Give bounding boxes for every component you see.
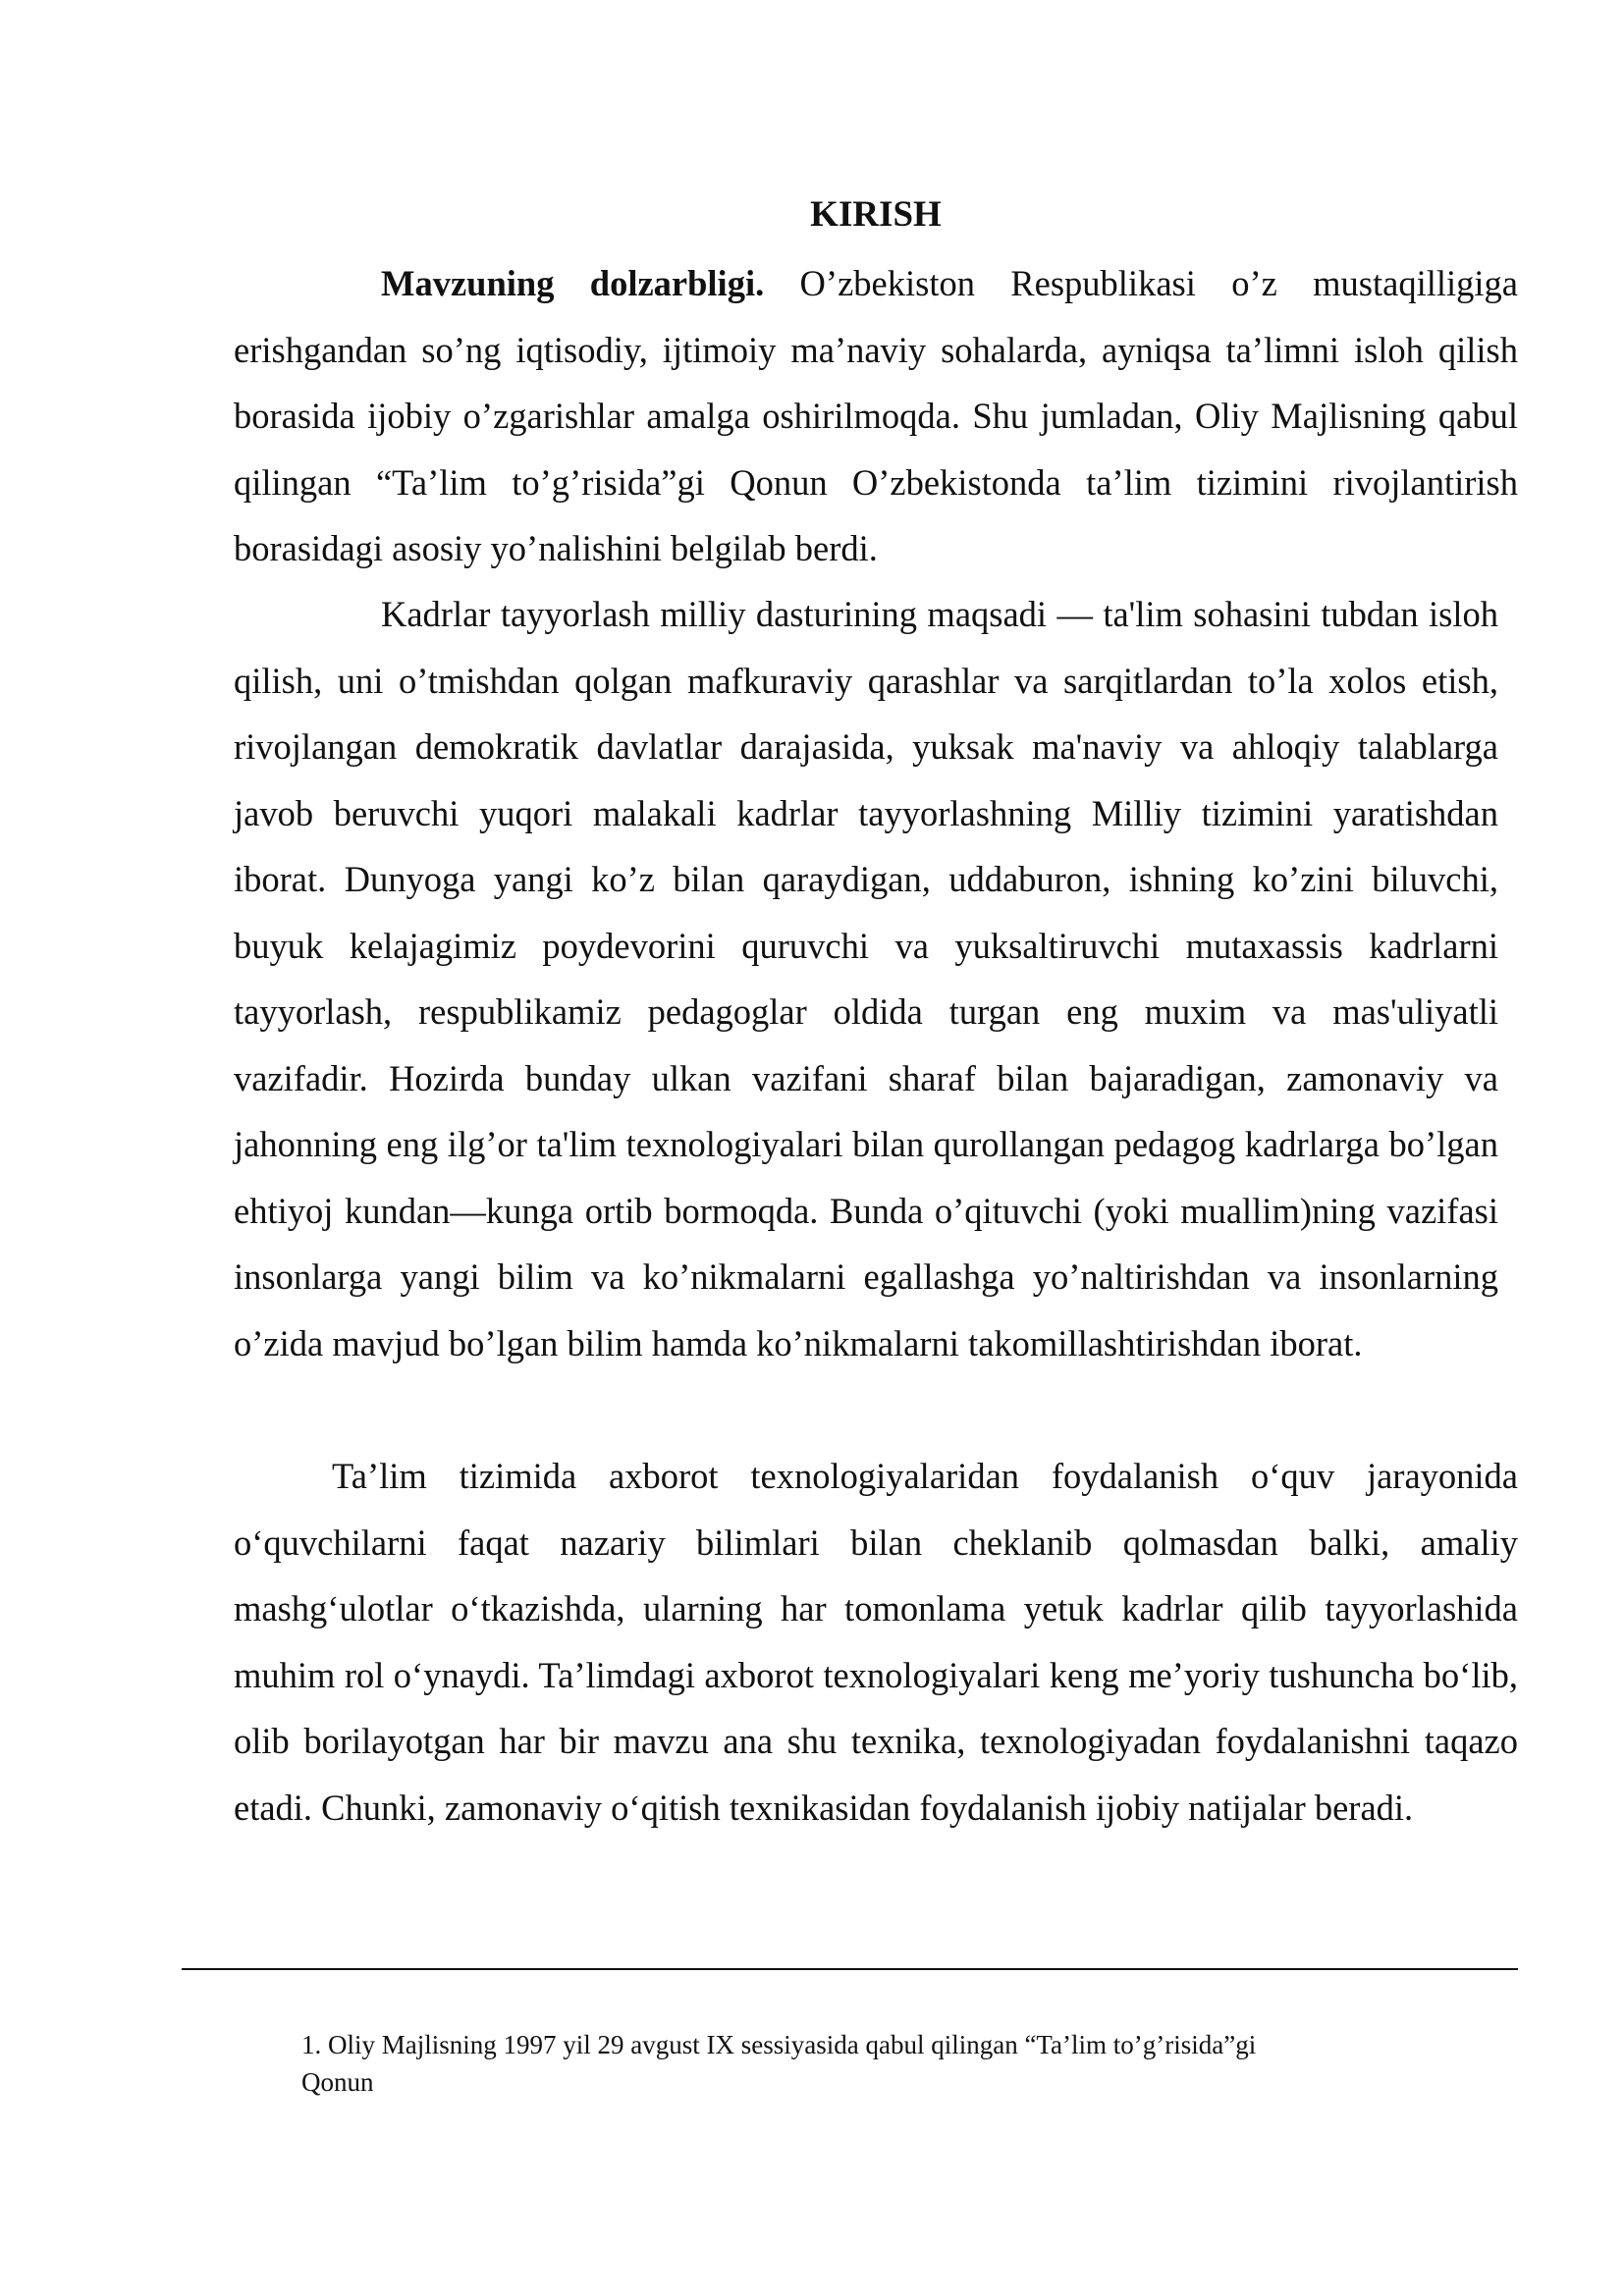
paragraph-relevance bbox=[234, 250, 1518, 582]
paragraph-lead-heading: Mavzuning dolzarbligi. bbox=[381, 263, 765, 303]
footnote-divider bbox=[182, 1968, 1518, 1970]
paragraph-information-technology: Ta’lim tizimida axborot texnologiyalaridan foydalanish o‘quv jarayonida o‘quvchilarni faqat nazariy bilimlari bilan cheklanib qolmasdan balki, amaliy mashg‘ulotlar o‘tkazishda, ularning har tomonlama yetuk kadrlar qilib tayyorlashida muhim rol o‘ynaydi. Ta’limdagi axborot texnologiyalari keng me’yoriy tushuncha bo‘lib, olib borilayotgan har bir mavzu ana shu texnika, texnologiyadan foydalanishni taqazo etadi. Chunki, zamonaviy o‘qitish texnikasidan foydalanish ijobiy natijalar beradi. bbox=[234, 1456, 1518, 1828]
document-title: KIRISH bbox=[810, 194, 942, 235]
paragraph-personnel-training: Kadrlar tayyorlash milliy dasturining maqsadi — ta'lim sohasini tubdan isloh qilish, uni o’tmishdan qolgan mafkuraviy qarashlar va sarqitlardan to’la xolos etish, rivojlangan demokratik davlatlar darajasida, yuksak ma'naviy va ahloqiy talablarga javob beruvchi yuqori malakali kadrlar tayyorlashning Milliy tizimini yaratishdan iborat. Dunyoga yangi ko’z bilan qaraydigan, uddaburon, ishning ko’zini biluvchi, buyuk kelajagimiz poydevorini quruvchi va yuksaltiruvchi mutaxassis kadrlarni tayyorlash, respublikamiz pedagoglar oldida turgan eng muxim va mas'uliyatli vazifadir. Hozirda bunday ulkan vazifani sharaf bilan bajaradigan, zamonaviy va jahonning eng ilg’or ta'lim texnologiyalari bilan qurollangan pedagog kadrlarga bo’lgan ehtiyoj kundan—kunga ortib bormoqda. Bunda o’qituvchi (yoki muallim)ning vazifasi insonlarga yangi bilim va ko’nikmalarni egallashga yo’naltirishdan va insonlarning o’zida mavjud bo’lgan bilim hamda ko’nikmalarni takomillashtirishdan iborat. bbox=[234, 594, 1498, 1363]
footnote: 1. Oliy Majlisning 1997 yil 29 avgust IX sessiyasida qabul qilingan “Ta’lim to’g’risida”gi Qonun bbox=[301, 2030, 1257, 2097]
paragraph-text: O’zbekiston Respublikasi o’z mustaqilligiga erishgandan so’ng iqtisodiy, ijtimoiy ma’naviy sohalarda, ayniqsa ta’limni isloh qilish borasida ijobiy o’zgarishlar amalga oshirilmoqda. Shu jumladan, Oliy Majlisning qabul qilingan “Ta’lim to’g’risida”gi Qonun O’zbekistonda ta’lim tizimini rivojlantirish borasidagi asosiy yo’nalishini belgilab berdi. bbox=[234, 263, 1518, 568]
